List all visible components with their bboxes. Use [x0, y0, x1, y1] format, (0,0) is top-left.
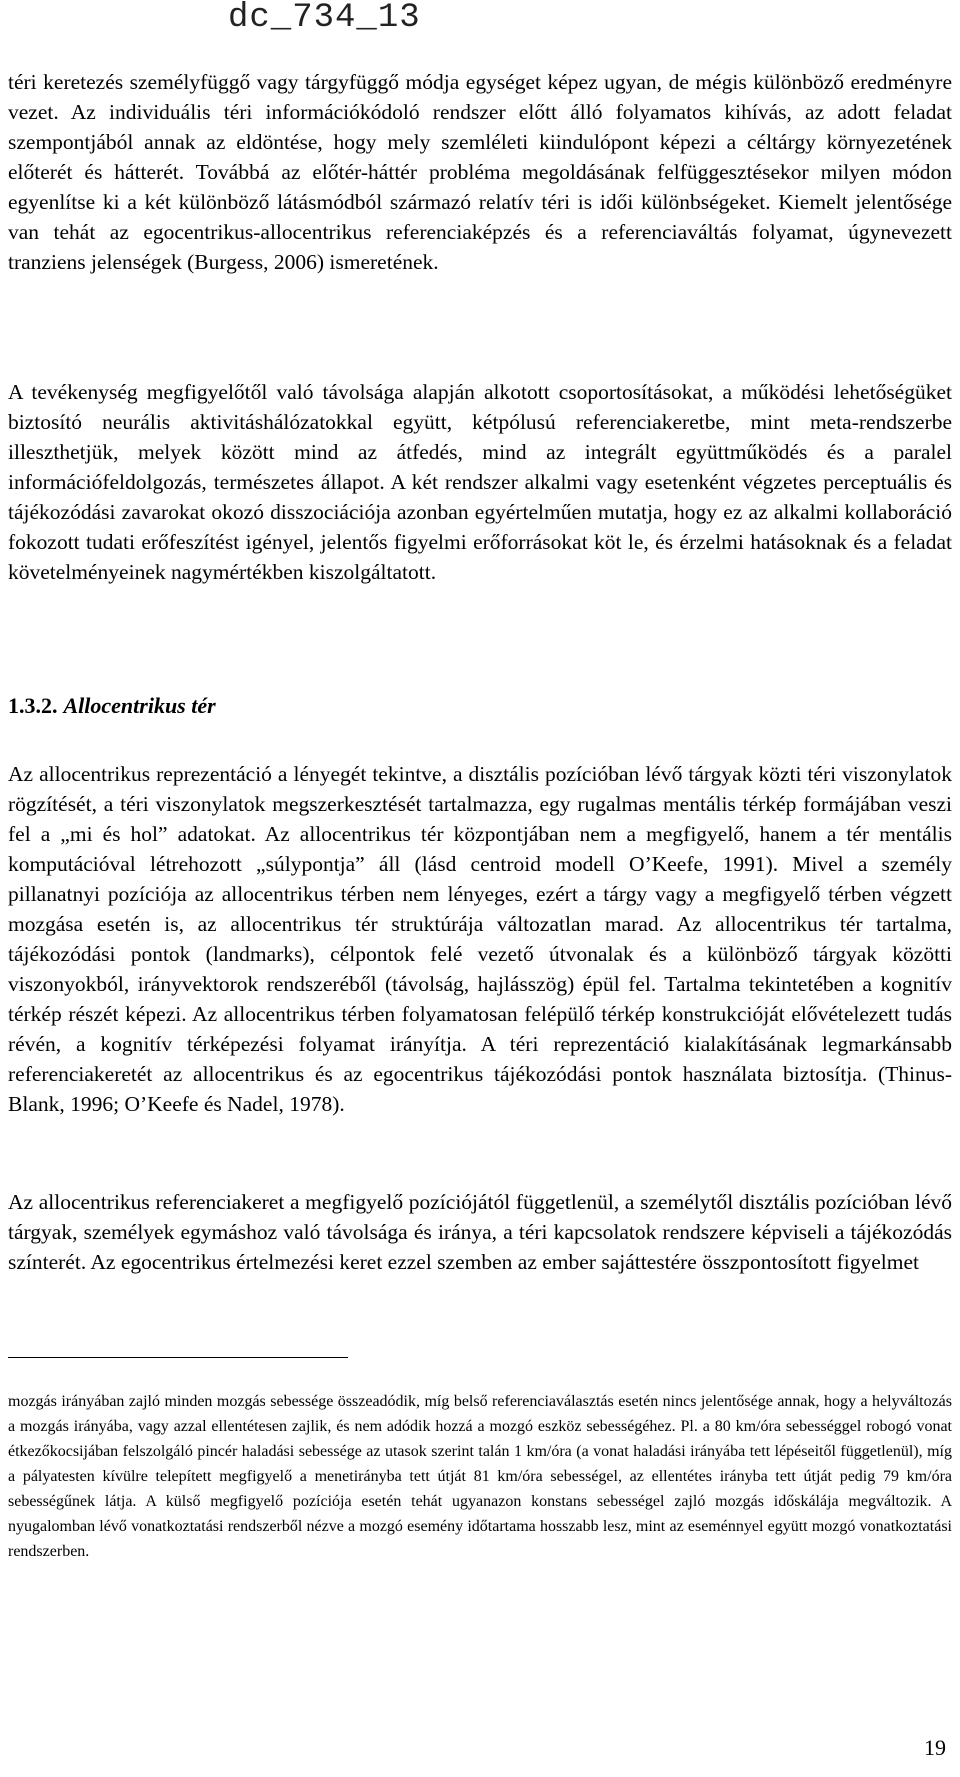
page-number: 19 — [924, 1735, 946, 1760]
paragraph: téri keretezés személyfüggő vagy tárgyfüggő módja egységet képez ugyan, de mégis különböző eredményre vezet. Az individuális téri információkódoló rendszer előtt álló folyamatos kihívás, az adott feladat szempontjából annak az eldöntése, hogy mely szemléleti kiindulópont képezi a céltárgy környezetének előterét és hátterét. Továbbá az előtér-háttér probléma megoldásának felfüggesztésekor milyen módon egyenlítse ki a két különböző látásmódból származó relatív téri is idői különbségeket. Kiemelt jelentősége van tehát az egocentrikus-allocentrikus referenciaképzés és a referenciaváltás folyamat, úgynevezett tranziens jelenségek (Burgess, 2006) ismeretének. — [8, 70, 952, 274]
section-title: Allocentrikus tér — [63, 693, 216, 718]
paragraph: Az allocentrikus reprezentáció a lényegét tekintve, a disztális pozícióban lévő tárgyak közti téri viszonylatok rögzítését, a téri viszonylatok megszerkesztését tartalmazza, egy rugalmas mentális térkép formájában veszi fel a „mi és hol” adatokat. Az allocentrikus tér központjában nem a megfigyelő, hanem a tér mentális komputációval létrehozott „súlypontja” áll (lásd centroid modell O’Keefe, 1991). Mivel a személy pillanatnyi pozíciója az allocentrikus térben nem lényeges, ezért a tárgy vagy a megfigyelő térben végzett mozgása esetén is, az allocentrikus tér struktúrája változatlan marad. Az allocentrikus tér tartalma, tájékozódási pontok (landmarks), célpontok felé vezető útvonalak és a különböző tárgyak közötti viszonyokból, irányvektorok rendszeréből (távolság, hajlásszög) épül fel. Tartalma tekintetében a kognitív térkép részét képezi. Az allocentrikus térben folyamatosan felépülő térkép konstrukcióját elővételezett tudás révén, a kognitív térképezési folyamat irányítja. A téri reprezentáció kialakításának legmarkánsabb referenciakeretét az allocentrikus és az egocentrikus tájékozódási pontok használata biztosítja. (Thinus-Blank, 1996; O’Keefe és Nadel, 1978). — [8, 762, 952, 1116]
footnote: mozgás irányában zajló minden mozgás sebessége összeadódik, míg belső referenciaválasztás esetén nincs jelentősége annak, hogy a helyváltozás a mozgás irányába, vagy azzal ellentétesen zajlik, és nem adódik hozzá a mozgó eszköz sebességéhez. Pl. a 80 km/óra sebességgel robogó vonat étkezőkocsijában felszolgáló pincér haladási sebessége az utasok szerint talán 1 km/óra (a vonat haladási irányába tett lépéseitől függetlenül), míg a pályatesten kívülre telepített megfigyelő a menetirányba tett útját 81 km/óra sebességel, az ellentétes irányba tett útját pedig 79 km/óra sebességűnek látja. A külső megfigyelő pozíciója esetén tehát ugyanazon konstans sebességel zajló mozgás időskálája megváltozik. A nyugalomban lévő vonatkoztatási rendszerből nézve a mozgó esemény időtartama hosszabb lesz, mint az eseménnyel együtt mozgó vonatkoztatási rendszerben. — [8, 1393, 952, 1560]
paragraph: A tevékenység megfigyelőtől való távolsága alapján alkotott csoportosításokat, a működési lehetőségüket biztosító neurális aktivitáshálózatokkal együtt, kétpólusú referenciakeretbe, mint meta-rendszerbe illeszthetjük, melyek között mind az átfedés, mind az integrált együttműködés és a paralel információfeldolgozás, természetes állapot. A két rendszer alkalmi vagy esetenként végzetes perceptuális és tájékozódási zavarokat okozó disszociációja azonban egyértelműen mutatja, hogy ez az alkalmi kollaboráció fokozott tudati erőfeszítést igényel, jelentős figyelmi erőforrásokat köt le, és érzelmi hatásoknak és a feladat követelményeinek nagymértékben kiszolgáltatott. — [8, 380, 952, 584]
paragraph: Az allocentrikus referenciakeret a megfigyelő pozíciójától függetlenül, a személytől disztális pozícióban lévő tárgyak, személyek egymáshoz való távolsága és iránya, a téri kapcsolatok rendszere képviseli a tájékozódás színterét. Az egocentrikus értelmezési keret ezzel szemben az ember sajáttestére összpontosított figyelmet — [8, 1190, 952, 1274]
section-heading — [8, 693, 216, 719]
footnote-separator — [8, 1357, 348, 1358]
section-number: 1.3.2. — [8, 693, 58, 718]
document-id-header: dc_734_13 — [228, 0, 421, 37]
